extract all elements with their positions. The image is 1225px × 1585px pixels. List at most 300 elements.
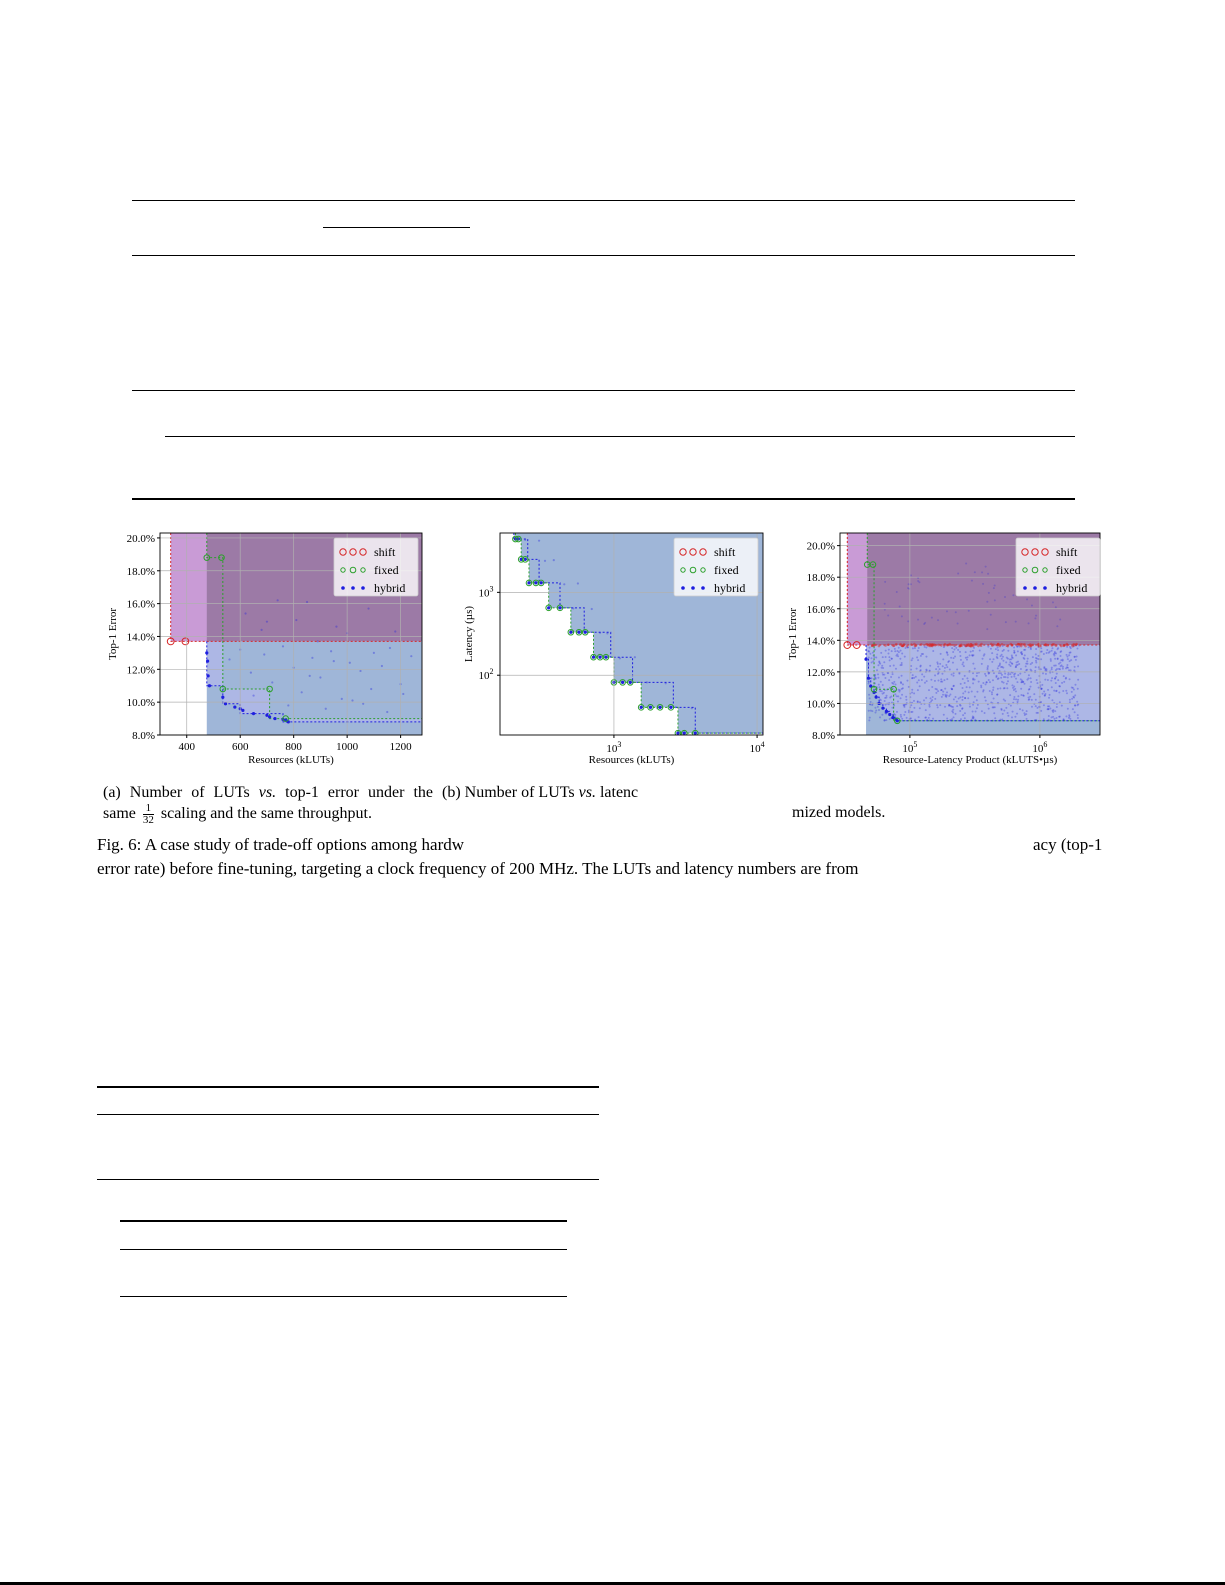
legend: [334, 538, 418, 596]
hybrid-point: [881, 707, 884, 710]
subcap-a-vs: vs.: [258, 784, 277, 801]
hybrid-bg-point: [1007, 674, 1009, 676]
hybrid-bg-point: [940, 653, 942, 655]
hybrid-bg-point: [330, 650, 332, 652]
hybrid-bg-point: [952, 706, 954, 708]
hybrid-bg-point: [1004, 596, 1006, 598]
hybrid-bg-point: [1051, 699, 1053, 701]
hybrid-bg-point: [1072, 696, 1074, 698]
hybrid-bg-point: [1032, 656, 1034, 658]
hybrid-bg-point: [1074, 666, 1076, 668]
hybrid-bg-point: [921, 679, 923, 681]
hybrid-point: [252, 712, 255, 715]
hybrid-bg-point: [903, 704, 905, 706]
hybrid-bg-point: [992, 689, 994, 691]
hybrid-bg-point: [946, 666, 948, 668]
hybrid-bg-point: [896, 591, 898, 593]
y-tick-label: $10^2$: [478, 667, 494, 683]
hybrid-bg-point: [309, 675, 311, 677]
hybrid-bg-point: [931, 686, 933, 688]
hybrid-bg-point: [925, 716, 927, 718]
hybrid-bg-point: [1077, 714, 1079, 716]
hybrid-bg-point: [944, 688, 946, 690]
hybrid-bg-point: [952, 709, 954, 711]
hybrid-bg-point: [1021, 651, 1023, 653]
hybrid-bg-point: [1047, 689, 1049, 691]
hybrid-bg-point: [976, 672, 978, 674]
hybrid-bg-point: [1018, 663, 1020, 665]
hybrid-bg-point: [1000, 708, 1002, 710]
hybrid-bg-point: [901, 662, 903, 664]
hybrid-bg-point: [386, 711, 388, 713]
hybrid-point: [265, 714, 268, 717]
hybrid-bg-point: [1016, 646, 1018, 648]
hybrid-bg-point: [951, 688, 953, 690]
hybrid-bg-point: [915, 676, 917, 678]
hybrid-bg-point: [359, 670, 361, 672]
hybrid-bg-point: [1022, 709, 1024, 711]
hybrid-bg-point: [937, 666, 939, 668]
hybrid-bg-point: [1028, 674, 1030, 676]
hybrid-bg-point: [1001, 658, 1003, 660]
hybrid-bg-point: [1011, 662, 1013, 664]
hybrid-bg-point: [894, 693, 896, 695]
hybrid-bg-point: [911, 659, 913, 661]
hybrid-bg-point: [914, 647, 916, 649]
hybrid-bg-point: [884, 677, 886, 679]
hybrid-bg-point: [992, 679, 994, 681]
hybrid-bg-point: [953, 675, 955, 677]
hybrid-bg-point: [922, 653, 924, 655]
hybrid-bg-point: [868, 683, 870, 685]
hybrid-bg-point: [910, 704, 912, 706]
legend-label-hybrid: hybrid: [374, 581, 406, 595]
hybrid-bg-point: [1053, 718, 1055, 720]
y-tick-label: 8.0%: [132, 730, 155, 742]
table-bottom-rule: [132, 498, 1075, 500]
hybrid-bg-point: [311, 657, 313, 659]
hybrid-bg-point: [1049, 694, 1051, 696]
hybrid-bg-point: [945, 695, 947, 697]
hybrid-bg-point: [1003, 699, 1005, 701]
hybrid-bg-point: [961, 708, 963, 710]
hybrid-bg-point: [1021, 653, 1023, 655]
hybrid-bg-point: [969, 654, 971, 656]
hybrid-bg-point: [874, 711, 876, 713]
hybrid-bg-point: [972, 679, 974, 681]
hybrid-bg-point: [1038, 658, 1040, 660]
hybrid-bg-point: [953, 657, 955, 659]
hybrid-bg-point: [1047, 679, 1049, 681]
hybrid-bg-point: [957, 649, 959, 651]
subcap-a-pre: (a) Number of LUTs: [103, 784, 259, 801]
hybrid-bg-point: [919, 701, 921, 703]
hybrid-bg-point: [885, 650, 887, 652]
hybrid-bg-point: [1024, 714, 1026, 716]
hybrid-bg-point: [967, 680, 969, 682]
hybrid-point: [268, 715, 271, 718]
hybrid-bg-point: [932, 718, 934, 720]
hybrid-bg-point: [870, 710, 872, 712]
hybrid-bg-point: [932, 696, 934, 698]
hybrid-bg-point: [1000, 677, 1002, 679]
hybrid-bg-point: [983, 689, 985, 691]
hybrid-bg-point: [901, 694, 903, 696]
hybrid-bg-point: [994, 706, 996, 708]
hybrid-point: [629, 681, 632, 684]
hybrid-point: [577, 631, 580, 634]
frac-den: 32: [142, 814, 154, 826]
hybrid-bg-point: [333, 660, 335, 662]
hybrid-bg-point: [1057, 679, 1059, 681]
hybrid-bg-point: [1054, 710, 1056, 712]
hybrid-bg-point: [1044, 693, 1046, 695]
hybrid-bg-point: [1035, 705, 1037, 707]
hybrid-bg-point: [1051, 677, 1053, 679]
hybrid-bg-point: [893, 681, 895, 683]
hybrid-bg-point: [882, 684, 884, 686]
hybrid-bg-point: [871, 677, 873, 679]
legend-marker-hybrid: [1024, 587, 1027, 590]
hybrid-bg-point: [1028, 622, 1030, 624]
hybrid-point: [540, 581, 543, 584]
hybrid-bg-point: [888, 656, 890, 658]
hybrid-bg-point: [1053, 653, 1055, 655]
hybrid-bg-point: [1048, 697, 1050, 699]
hybrid-bg-point: [964, 712, 966, 714]
hybrid-bg-point: [912, 657, 914, 659]
hybrid-bg-point: [985, 683, 987, 685]
hybrid-bg-point: [1001, 674, 1003, 676]
hybrid-bg-point: [1009, 658, 1011, 660]
hybrid-bg-point: [1077, 704, 1079, 706]
hybrid-bg-point: [882, 656, 884, 658]
hybrid-bg-point: [1052, 601, 1054, 603]
legend-label-shift: shift: [374, 545, 396, 559]
legend-label-hybrid: hybrid: [714, 581, 746, 595]
hybrid-point: [885, 710, 888, 713]
hybrid-bg-point: [960, 683, 962, 685]
hybrid-bg-point: [874, 707, 876, 709]
hybrid-bg-point: [931, 699, 933, 701]
hybrid-bg-point: [997, 647, 999, 649]
y-axis-label: Latency (µs): [463, 605, 475, 663]
hybrid-bg-point: [919, 685, 921, 687]
hybrid-bg-point: [925, 647, 927, 649]
hybrid-bg-point: [912, 674, 914, 676]
hybrid-bg-point: [923, 676, 925, 678]
hybrid-point: [224, 702, 227, 705]
hybrid-bg-point: [1072, 708, 1074, 710]
hybrid-bg-point: [1077, 717, 1079, 719]
hybrid-bg-point: [930, 697, 932, 699]
hybrid-bg-point: [1037, 655, 1039, 657]
hybrid-bg-point: [881, 667, 883, 669]
hybrid-bg-point: [1010, 705, 1012, 707]
hybrid-bg-point: [982, 682, 984, 684]
hybrid-bg-point: [1003, 710, 1005, 712]
hybrid-bg-point: [917, 650, 919, 652]
hybrid-bg-point: [1035, 666, 1037, 668]
hybrid-point: [640, 706, 643, 709]
hybrid-bg-point: [951, 647, 953, 649]
hybrid-bg-point: [1051, 650, 1053, 652]
hybrid-bg-point: [957, 622, 959, 624]
hybrid-bg-point: [958, 697, 960, 699]
hybrid-bg-point: [1050, 660, 1052, 662]
hybrid-bg-point: [1016, 713, 1018, 715]
hybrid-bg-point: [1074, 694, 1076, 696]
y-tick-label: $10^3$: [478, 584, 494, 600]
hybrid-bg-point: [1054, 658, 1056, 660]
legend-marker-hybrid: [362, 587, 365, 590]
hybrid-bg-point: [966, 686, 968, 688]
hybrid-bg-point: [1068, 717, 1070, 719]
hybrid-bg-point: [1046, 649, 1048, 651]
hybrid-bg-point: [1014, 688, 1016, 690]
hybrid-bg-point: [884, 700, 886, 702]
hybrid-bg-point: [295, 619, 297, 621]
hybrid-bg-point: [367, 607, 369, 609]
hybrid-bg-point: [1025, 665, 1027, 667]
legend-marker-hybrid: [692, 587, 695, 590]
hybrid-bg-point: [870, 701, 872, 703]
hybrid-bg-point: [1015, 654, 1017, 656]
hybrid-bg-point: [1002, 660, 1004, 662]
hybrid-bg-point: [1069, 678, 1071, 680]
hybrid-bg-point: [929, 714, 931, 716]
hybrid-point: [888, 713, 891, 716]
hybrid-bg-point: [563, 583, 565, 585]
hybrid-bg-point: [1040, 658, 1042, 660]
hybrid-bg-point: [894, 714, 896, 716]
hybrid-bg-point: [1008, 664, 1010, 666]
hybrid-bg-point: [1037, 712, 1039, 714]
hybrid-bg-point: [1000, 655, 1002, 657]
table3-header-rule: [120, 1249, 567, 1250]
hybrid-bg-point: [969, 706, 971, 708]
hybrid-bg-point: [1069, 652, 1071, 654]
hybrid-bg-point: [410, 655, 412, 657]
hybrid-bg-point: [937, 680, 939, 682]
hybrid-bg-point: [900, 716, 902, 718]
hybrid-bg-point: [879, 698, 881, 700]
hybrid-bg-point: [1051, 686, 1053, 688]
hybrid-bg-point: [972, 716, 974, 718]
hybrid-bg-point: [1071, 691, 1073, 693]
hybrid-bg-point: [966, 677, 968, 679]
hybrid-bg-point: [946, 651, 948, 653]
hybrid-bg-point: [994, 599, 996, 601]
hybrid-bg-point: [1035, 660, 1037, 662]
hybrid-bg-point: [972, 663, 974, 665]
hybrid-bg-point: [1014, 673, 1016, 675]
hybrid-bg-point: [999, 663, 1001, 665]
table-mid-rule: [132, 390, 1075, 391]
hybrid-bg-point: [868, 719, 870, 721]
hybrid-bg-point: [947, 654, 949, 656]
hybrid-bg-point: [1076, 701, 1078, 703]
hybrid-bg-point: [898, 651, 900, 653]
hybrid-bg-point: [994, 717, 996, 719]
hybrid-bg-point: [907, 620, 909, 622]
hybrid-bg-point: [1013, 698, 1015, 700]
chart-product-vs-error: [780, 525, 1105, 770]
hybrid-bg-point: [1030, 663, 1032, 665]
figure-caption-line1-left: Fig. 6: A case study of trade-off options among hardw: [97, 835, 465, 854]
subcap-b-vs: vs.: [578, 784, 596, 801]
hybrid-bg-point: [976, 675, 978, 677]
hybrid-bg-point: [1055, 652, 1057, 654]
y-tick-label: 14.0%: [126, 631, 155, 644]
hybrid-bg-point: [1074, 684, 1076, 686]
hybrid-bg-point: [1030, 677, 1032, 679]
hybrid-bg-point: [1023, 649, 1025, 651]
hybrid-bg-point: [939, 668, 941, 670]
hybrid-bg-point: [1005, 676, 1007, 678]
hybrid-bg-point: [991, 661, 993, 663]
hybrid-bg-point: [890, 696, 892, 698]
hybrid-point: [621, 681, 624, 684]
hybrid-bg-point: [952, 662, 954, 664]
hybrid-bg-point: [634, 656, 636, 658]
frac-num: 1: [143, 803, 154, 815]
hybrid-bg-point: [389, 647, 391, 649]
hybrid-bg-point: [1022, 681, 1024, 683]
hybrid-bg-point: [913, 692, 915, 694]
hybrid-point: [584, 631, 587, 634]
hybrid-bg-point: [906, 680, 908, 682]
hybrid-bg-point: [935, 668, 937, 670]
hybrid-bg-point: [1011, 716, 1013, 718]
hybrid-bg-point: [868, 656, 870, 658]
hybrid-bg-point: [1002, 656, 1004, 658]
hybrid-bg-point: [993, 672, 995, 674]
hybrid-bg-point: [869, 717, 871, 719]
hybrid-bg-point: [905, 696, 907, 698]
hybrid-bg-point: [973, 701, 975, 703]
x-tick-label: 600: [231, 741, 249, 753]
hybrid-bg-point: [1048, 715, 1050, 717]
hybrid-bg-point: [1051, 668, 1053, 670]
table2-bottom-rule: [97, 1179, 599, 1180]
hybrid-bg-point: [1074, 704, 1076, 706]
hybrid-bg-point: [1069, 699, 1071, 701]
hybrid-bg-point: [928, 717, 930, 719]
hybrid-point: [649, 706, 652, 709]
hybrid-bg-point: [1023, 712, 1025, 714]
hybrid-bg-point: [553, 559, 555, 561]
hybrid-bg-point: [992, 670, 994, 672]
hybrid-bg-point: [962, 663, 964, 665]
hybrid-bg-point: [901, 718, 903, 720]
hybrid-bg-point: [1066, 692, 1068, 694]
hybrid-bg-point: [935, 692, 937, 694]
hybrid-point: [569, 631, 572, 634]
hybrid-bg-point: [918, 716, 920, 718]
legend-label-hybrid: hybrid: [1056, 581, 1088, 595]
hybrid-bg-point: [1062, 690, 1064, 692]
hybrid-point: [592, 656, 595, 659]
hybrid-bg-point: [926, 680, 928, 682]
hybrid-bg-point: [869, 653, 871, 655]
hybrid-bg-point: [349, 662, 351, 664]
hybrid-bg-point: [978, 681, 980, 683]
hybrid-bg-point: [1047, 708, 1049, 710]
hybrid-bg-point: [943, 679, 945, 681]
hybrid-bg-point: [1012, 711, 1014, 713]
hybrid-bg-point: [1028, 689, 1030, 691]
hybrid-bg-point: [904, 656, 906, 658]
x-tick-label: $10^5$: [902, 740, 918, 755]
hybrid-bg-point: [952, 711, 954, 713]
hybrid-bg-point: [1024, 654, 1026, 656]
hybrid-bg-point: [889, 659, 891, 661]
hybrid-bg-point: [993, 697, 995, 699]
hybrid-bg-point: [1007, 712, 1009, 714]
hybrid-bg-point: [918, 679, 920, 681]
hybrid-bg-point: [896, 653, 898, 655]
hybrid-bg-point: [1065, 690, 1067, 692]
hybrid-bg-point: [898, 689, 900, 691]
chart-luts-vs-latency: [458, 525, 770, 770]
hybrid-point: [669, 706, 672, 709]
hybrid-bg-point: [1066, 654, 1068, 656]
hybrid-bg-point: [989, 658, 991, 660]
hybrid-bg-point: [929, 706, 931, 708]
hybrid-bg-point: [1013, 651, 1015, 653]
y-tick-label: 20.0%: [806, 540, 835, 553]
hybrid-bg-point: [942, 665, 944, 667]
legend-marker-hybrid: [1034, 587, 1037, 590]
subcap-a-line2-pre: same: [103, 805, 140, 823]
subcap-b-pre: (b) Number of LUTs: [442, 784, 579, 801]
hybrid-bg-point: [1031, 604, 1033, 606]
chart-luts-vs-error: [100, 525, 430, 770]
hybrid-bg-point: [930, 679, 932, 681]
hybrid-bg-point: [1017, 695, 1019, 697]
hybrid-bg-point: [964, 717, 966, 719]
hybrid-bg-point: [885, 656, 887, 658]
y-tick-label: 20.0%: [126, 532, 155, 545]
hybrid-bg-point: [1000, 672, 1002, 674]
hybrid-bg-point: [878, 709, 880, 711]
hybrid-bg-point: [925, 697, 927, 699]
hybrid-bg-point: [962, 678, 964, 680]
legend-marker-hybrid: [342, 587, 345, 590]
hybrid-bg-point: [936, 661, 938, 663]
hybrid-bg-point: [306, 601, 308, 603]
hybrid-point: [891, 716, 894, 719]
hybrid-bg-point: [972, 655, 974, 657]
hybrid-bg-point: [968, 691, 970, 693]
hybrid-bg-point: [1013, 696, 1015, 698]
hybrid-bg-point: [1040, 647, 1042, 649]
hybrid-bg-point: [317, 640, 319, 642]
hybrid-bg-point: [928, 689, 930, 691]
legend-label-shift: shift: [714, 545, 736, 559]
hybrid-bg-point: [920, 655, 922, 657]
hybrid-bg-point: [916, 656, 918, 658]
hybrid-bg-point: [886, 695, 888, 697]
hybrid-bg-point: [929, 665, 931, 667]
hybrid-bg-point: [897, 700, 899, 702]
hybrid-bg-point: [895, 668, 897, 670]
hybrid-bg-point: [936, 704, 938, 706]
hybrid-bg-point: [901, 652, 903, 654]
hybrid-bg-point: [1070, 669, 1072, 671]
table-sub-rule: [165, 436, 1075, 437]
